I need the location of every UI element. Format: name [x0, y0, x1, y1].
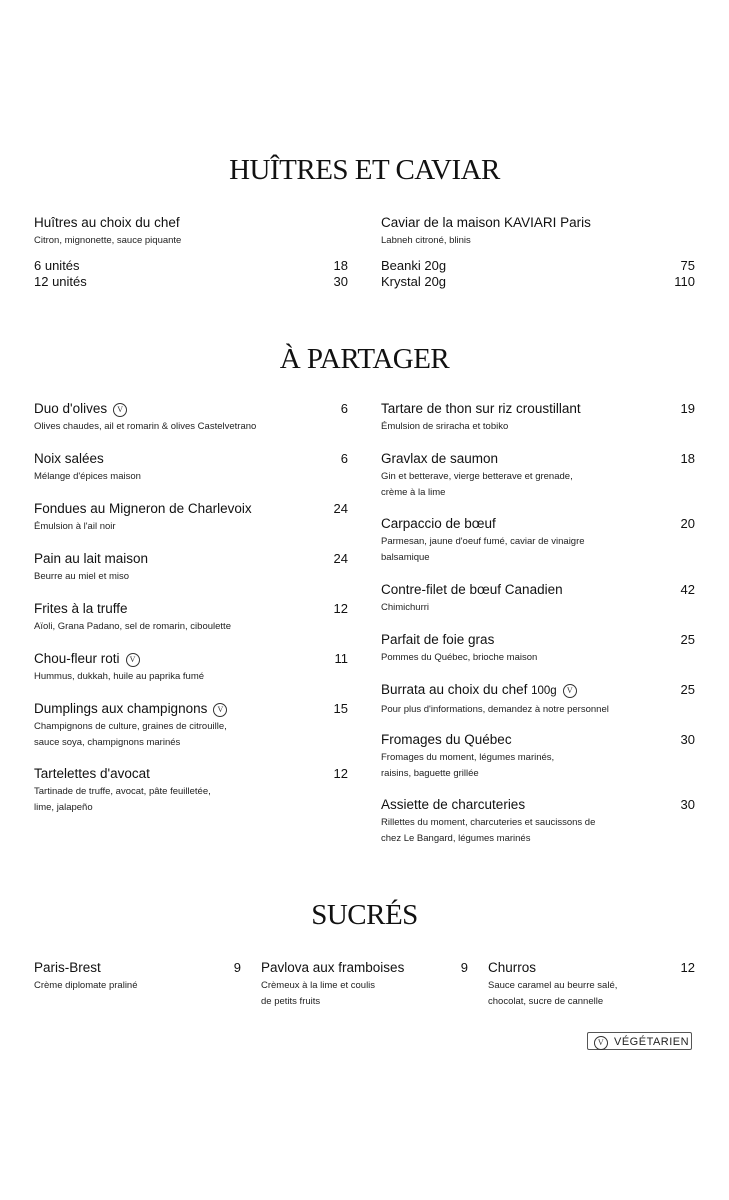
price-row: [381, 273, 695, 290]
item-description: Hummus, dukkah, huile au paprika fumé: [34, 671, 205, 682]
vegetarian-icon: V: [126, 653, 140, 667]
item-price: 42: [680, 582, 695, 597]
item-description: Fromages du moment, légumes marinés, raisins, baguette grillée: [381, 752, 555, 779]
item-description: Champignons de culture, graines de citrouille, sauce soya, champignons marinés: [34, 721, 227, 748]
item-name: Parfait de foie gras: [381, 632, 495, 647]
item-price: 12: [680, 960, 695, 975]
row-label: Krystal 20g: [381, 274, 447, 289]
item-description: Citron, mignonette, sauce piquante: [34, 235, 182, 246]
item-name: Paris-Brest: [34, 960, 101, 975]
menu-item: [381, 796, 695, 847]
item-price: 12: [333, 766, 348, 781]
price-row: [34, 257, 348, 274]
item-price: 9: [233, 960, 241, 975]
vegetarian-legend: [587, 1032, 692, 1050]
item-price: 19: [680, 401, 695, 416]
item-description: Crème diplomate praliné: [34, 980, 138, 991]
item-price: 11: [334, 651, 348, 666]
menu-item: [34, 765, 348, 816]
menu-item: [381, 400, 695, 435]
vegetarian-icon: V: [563, 684, 577, 698]
item-price: 20: [680, 516, 695, 531]
item-name: Tartelettes d'avocat: [34, 766, 150, 781]
item-description: Crèmeux à la lime et coulis de petits fruits: [261, 980, 376, 1007]
row-price: 110: [674, 274, 695, 289]
item-name: Carpaccio de bœuf: [381, 516, 496, 531]
item-description: Émulsion de sriracha et tobiko: [381, 421, 509, 432]
item-price: 24: [333, 551, 348, 566]
item-description: Sauce caramel au beurre salé, chocolat, sucre de cannelle: [488, 980, 618, 1007]
item-name: Pain au lait maison: [34, 551, 149, 566]
menu-item: [381, 515, 695, 566]
item-name: Burrata au choix du chef 100g V: [381, 681, 695, 700]
item-name: Pavlova aux framboises: [261, 960, 405, 975]
item-description: Rillettes du moment, charcuteries et saucissons de chez Le Bangard, légumes marinés: [381, 817, 596, 844]
price-row: [381, 257, 695, 274]
row-label: 6 unités: [34, 258, 80, 273]
item-name: Gravlax de saumon: [381, 451, 499, 466]
item-name: Fromages du Québec: [381, 732, 512, 747]
item-name: Noix salées: [34, 451, 104, 466]
legend-label: VÉGÉTARIEN: [614, 1036, 690, 1048]
section-title-share: À PARTAGER: [279, 343, 450, 375]
vegetarian-icon: V: [213, 703, 227, 717]
section-title-sweets: SUCRÉS: [311, 899, 418, 931]
item-name: Dumplings aux champignons V: [34, 700, 348, 717]
item-price: 12: [333, 601, 348, 616]
menu-item: [34, 400, 348, 435]
menu-item: [34, 550, 348, 585]
menu-item-caviar: [381, 214, 695, 249]
menu-item: [381, 450, 695, 501]
item-description: Aïoli, Grana Padano, sel de romarin, ciboulette: [34, 621, 231, 632]
row-label: 12 unités: [34, 274, 87, 289]
menu-item: [34, 700, 348, 751]
menu-item: [34, 959, 241, 994]
item-name: Frites à la truffe: [34, 601, 128, 616]
item-price: 25: [680, 632, 695, 647]
item-size: 100g: [531, 685, 557, 697]
item-description: Mélange d'épices maison: [34, 471, 141, 482]
menu-item: [381, 731, 695, 782]
item-name: Assiette de charcuteries: [381, 797, 526, 812]
item-description: Labneh citroné, blinis: [381, 235, 471, 246]
menu-item: [34, 450, 348, 485]
item-description: Beurre au miel et miso: [34, 571, 130, 582]
item-name: Caviar de la maison KAVIARI Paris: [381, 215, 591, 230]
item-description: Émulsion à l'ail noir: [34, 521, 116, 532]
item-price: 30: [680, 732, 695, 747]
item-price: 9: [460, 960, 468, 975]
menu-item: [488, 959, 695, 1010]
vegetarian-icon: V: [113, 403, 127, 417]
item-price: 30: [680, 797, 695, 812]
item-price: 18: [680, 451, 695, 466]
row-price: 18: [333, 258, 348, 273]
menu-item: [34, 500, 348, 535]
item-name: Churros: [488, 960, 537, 975]
price-row: [34, 273, 348, 290]
item-description: Gin et betterave, vierge betterave et grenade, crème à la lime: [381, 471, 573, 498]
item-name: Tartare de thon sur riz croustillant: [381, 401, 581, 416]
item-price: 25: [680, 682, 695, 697]
menu-item: [34, 650, 348, 685]
row-label: Beanki 20g: [381, 258, 447, 273]
menu-item: [381, 681, 695, 718]
item-price: 24: [333, 501, 348, 516]
vegetarian-icon: V: [594, 1036, 608, 1050]
item-description: Olives chaudes, ail et romarin & olives Castelvetrano: [34, 421, 257, 432]
item-price: 15: [333, 701, 348, 716]
item-description: Tartinade de truffe, avocat, pâte feuilletée, lime, jalapeño: [34, 786, 211, 813]
item-description: Parmesan, jaune d'oeuf fumé, caviar de vinaigre balsamique: [381, 536, 585, 563]
menu-item: [381, 631, 695, 666]
item-description: Pommes du Québec, brioche maison: [381, 652, 538, 663]
item-name: Duo d'olives V: [34, 400, 348, 417]
item-name: Huîtres au choix du chef: [34, 215, 180, 230]
item-description: Chimichurri: [381, 602, 430, 613]
menu-item: [381, 581, 695, 616]
section-title-oysters: HUÎTRES ET CAVIAR: [229, 154, 500, 186]
menu-item-oysters: [34, 214, 348, 249]
row-price: 75: [680, 258, 695, 273]
menu-item: [34, 600, 348, 635]
menu-item: [261, 959, 468, 1010]
item-description: Pour plus d'informations, demandez à notre personnel: [381, 704, 609, 715]
row-price: 30: [333, 274, 348, 289]
item-name: Fondues au Migneron de Charlevoix: [34, 501, 252, 516]
item-name: Chou-fleur roti V: [34, 650, 348, 667]
item-name: Contre-filet de bœuf Canadien: [381, 582, 563, 597]
item-price: 6: [340, 451, 348, 466]
item-price: 6: [340, 401, 348, 416]
